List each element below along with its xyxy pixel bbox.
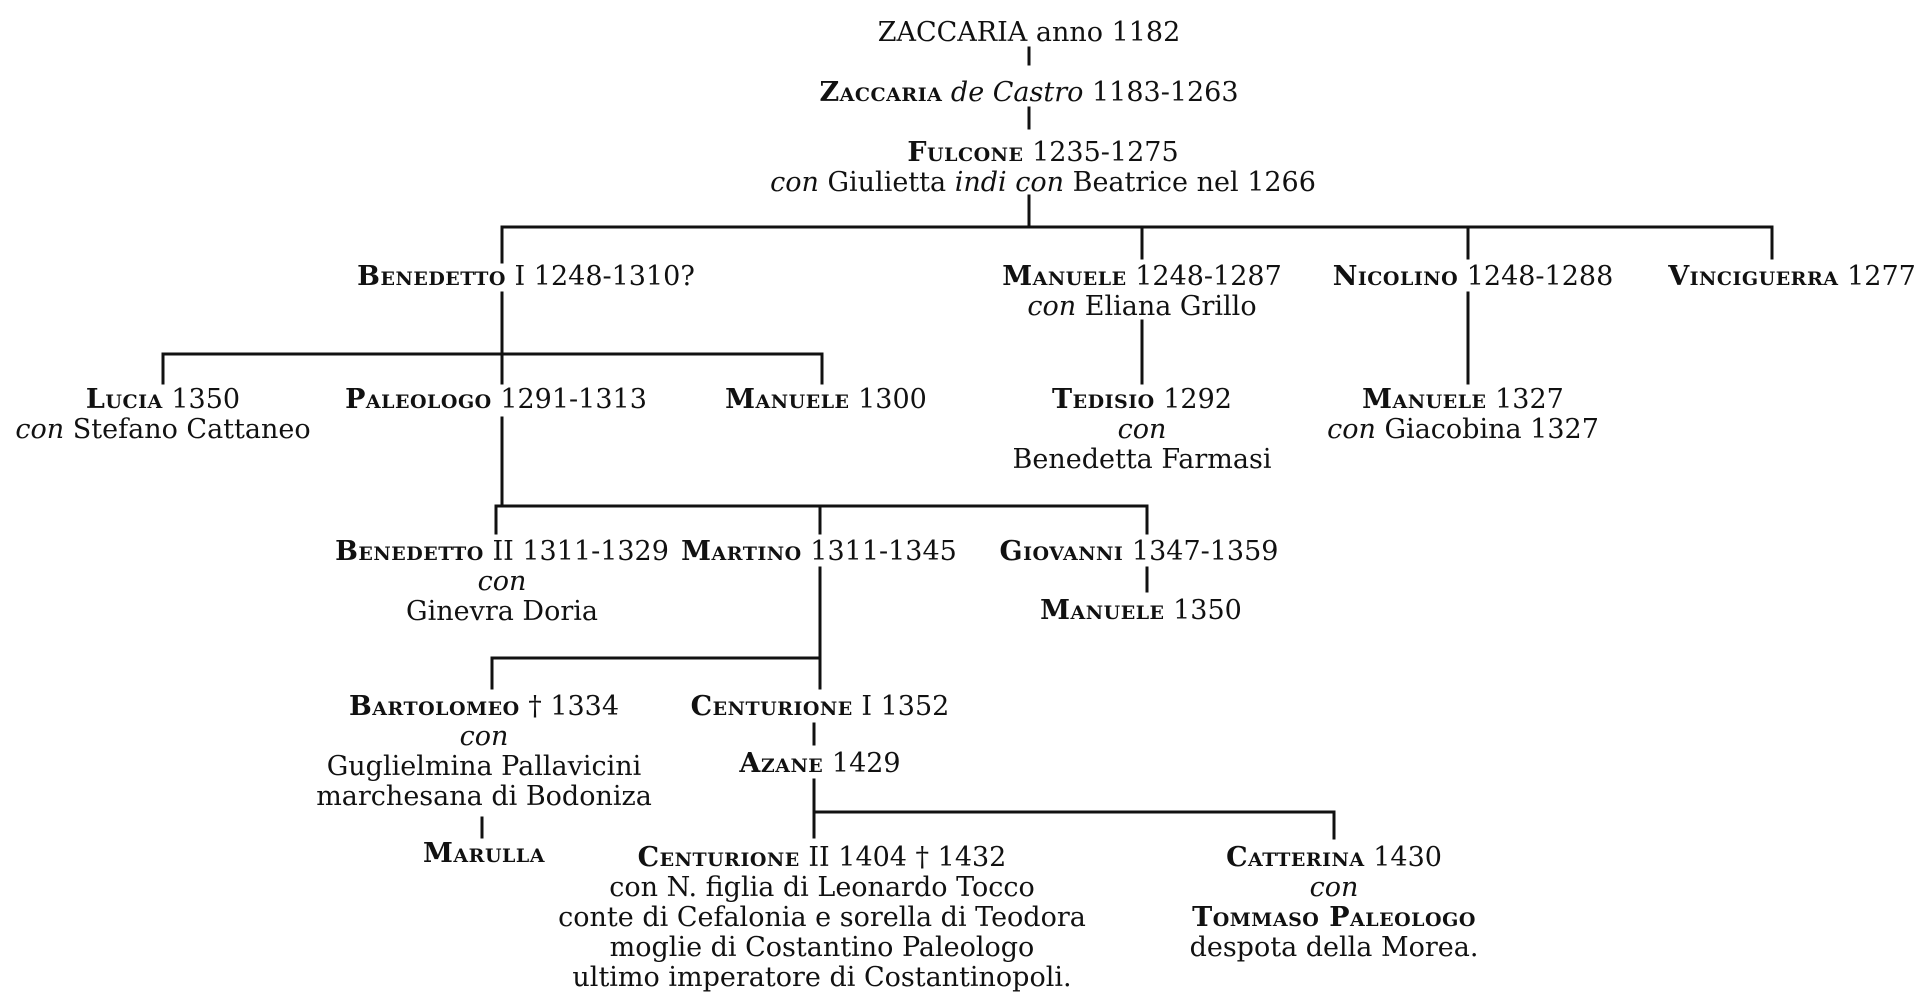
person-name: Centurione [637,842,800,873]
person-manuele-1327 [1327,385,1599,445]
spouse-name: Eliana Grillo [1084,291,1257,322]
person-dates: II 1404 † 1432 [808,842,1007,873]
spouse-prefix: con [1309,872,1359,903]
person-name: Manuele [725,384,850,415]
person-benedetto-i [357,262,695,292]
person-vinciguerra [1668,262,1916,292]
person-dates: II 1311-1329 [492,536,669,567]
spouse-name: Beatrice nel 1266 [1072,167,1316,198]
person-dates: 1350 [171,384,241,415]
person-name: Vinciguerra [1668,261,1839,292]
person-name: Manuele [1040,595,1165,626]
person-dates: 1248-1287 [1135,261,1282,292]
person-dates: 1183-1263 [1091,77,1239,108]
person-name: Benedetto [357,261,506,292]
spouse-name: Ginevra Doria [406,596,598,627]
spouse-prefix: con [477,566,527,597]
spouse-line: conte di Cefalonia e sorella di Teodora [558,902,1086,933]
person-name: Nicolino [1332,261,1459,292]
person-name: Catterina [1226,842,1365,873]
person-dates: I 1352 [861,691,950,722]
person-manuele-1350 [1040,596,1242,626]
spouse-name: Giacobina 1327 [1384,414,1599,445]
spouse-name: Benedetta Farmasi [1012,444,1272,475]
person-name: Manuele [1362,384,1487,415]
name-particle: de Castro [950,77,1084,108]
person-dates: 1327 [1495,384,1564,415]
spouse-prefix: con [1015,167,1065,198]
person-dates: 1300 [858,384,927,415]
person-fulcone [770,138,1316,198]
spouse-prefix: con [15,414,65,445]
spouse-prefix: con [1327,414,1376,445]
person-name: Martino [681,536,802,567]
person-name: Manuele [1002,261,1127,292]
person-zaccaria [878,18,1181,48]
person-name: Zaccaria [819,77,943,108]
person-giovanni [1000,537,1279,567]
spouse-name: Stefano Cattaneo [72,414,311,445]
person-tedisio [1013,385,1272,475]
person-nicolino [1333,262,1614,292]
person-paleologo [345,385,647,415]
person-dates: 1430 [1373,842,1442,873]
person-name: Marulla [423,838,545,869]
spouse-prefix: con [1117,414,1167,445]
person-bartolomeo [316,692,652,812]
person-dates: 1277 [1847,261,1916,292]
person-azane [739,749,900,779]
person-name: ZACCARIA anno 1182 [877,17,1181,48]
person-name: Azane [739,748,824,779]
spouse-name: Guglielmina Pallavicini [326,751,642,782]
person-catterina [1190,843,1479,963]
person-martino [681,537,957,567]
person-marulla [423,839,545,869]
spouse-prefix: con [770,167,819,198]
person-dates: 1347-1359 [1131,536,1279,567]
person-benedetto-ii [335,537,669,627]
spouse-line: moglie di Costantino Paleologo [609,932,1035,963]
person-name: Fulcone [907,137,1024,168]
spouse-connector: indi [954,167,1007,198]
person-name: Paleologo [345,384,492,415]
person-zaccaria-de-castro [819,78,1238,108]
person-name: Bartolomeo [348,691,520,722]
spouse-prefix: con [1027,291,1077,322]
person-dates: 1235-1275 [1032,137,1179,168]
person-dates: 1291-1313 [500,384,647,415]
spouse-name: Tommaso Paleologo [1192,902,1476,933]
person-name: Giovanni [999,536,1124,567]
spouse-name: Giulietta [827,167,947,198]
spouse-line: ultimo imperatore di Costantinopoli. [572,962,1072,993]
person-name: Benedetto [335,536,484,567]
person-dates: 1350 [1173,595,1242,626]
person-name: Lucia [85,384,163,415]
person-dates: 1311-1345 [810,536,957,567]
person-manuele-1248 [1002,262,1282,322]
person-name: Tedisio [1052,384,1155,415]
person-name: Centurione [690,691,853,722]
person-dates: 1292 [1163,384,1232,415]
person-centurione-ii [558,843,1086,993]
person-dates: † 1334 [528,691,620,722]
person-centurione-i [691,692,950,722]
spouse-line: con N. figlia di Leonardo Tocco [609,872,1035,903]
spouse-title: marchesana di Bodoniza [316,781,652,812]
spouse-prefix: con [459,721,509,752]
person-lucia [15,385,310,445]
person-dates: I 1248-1310? [514,261,695,292]
person-manuele-1300 [725,385,927,415]
person-dates: 1248-1288 [1466,261,1614,292]
person-dates: 1429 [831,748,901,779]
spouse-title: despota della Morea. [1189,932,1479,963]
